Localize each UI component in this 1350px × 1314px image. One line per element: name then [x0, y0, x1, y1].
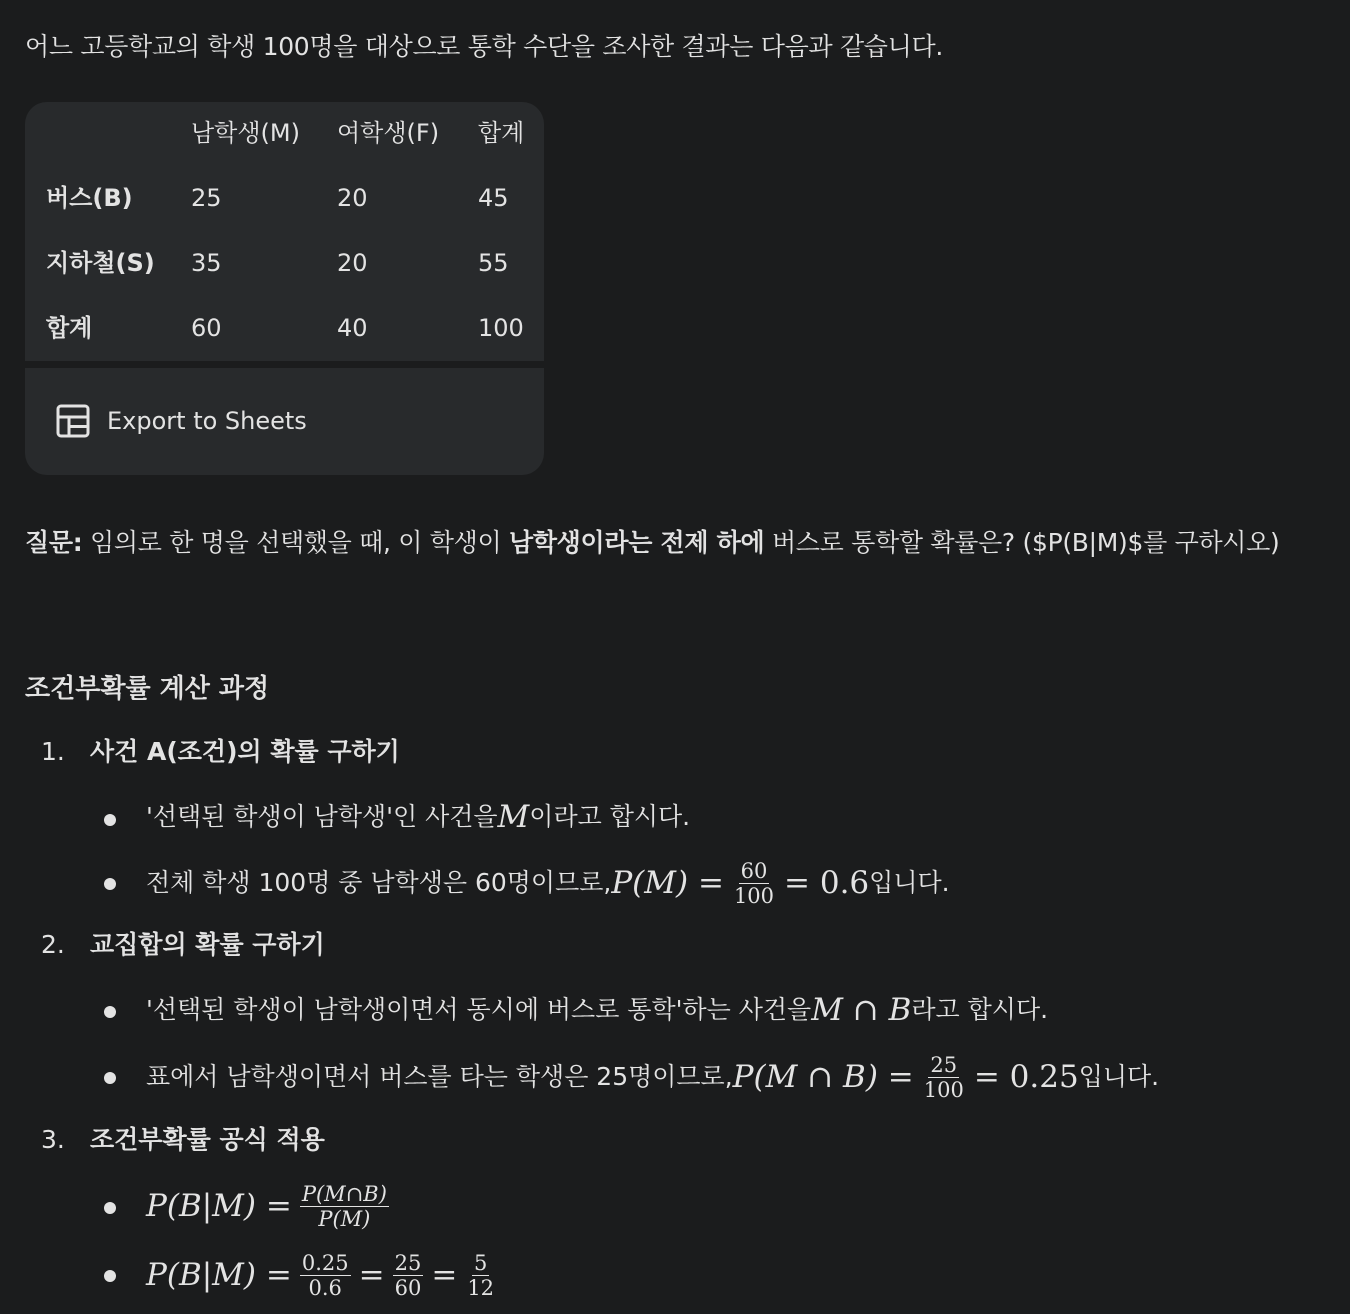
bullet-text: 이라고 합시다.	[529, 802, 691, 831]
step-title: 사건 A(조건)의 확률 구하기	[90, 737, 400, 766]
equals-sign: =	[431, 1257, 458, 1293]
fraction: $\frac{0.25}{0.6}$	[301, 1250, 349, 1300]
math-expression: P(B|M) =	[146, 1188, 292, 1224]
formula-row	[146, 1250, 504, 1300]
list-item	[146, 797, 690, 837]
math-expression: = 0.25	[973, 1059, 1079, 1095]
bullet-text: 입니다.	[1078, 1062, 1160, 1091]
header-total: 합계	[478, 119, 525, 147]
question-text	[25, 518, 1325, 568]
step-title: 조건부확률 공식 적용	[90, 1125, 325, 1154]
bullet	[104, 1006, 116, 1018]
fraction: $\frac{P(M\cap B)}{P(M)}$	[301, 1181, 387, 1231]
question-bold: 남학생이라는 전제 하에	[508, 528, 765, 557]
bullet-text: 전체 학생 100명 중 남학생은 60명이므로,	[146, 868, 612, 897]
math-expression: M ∩ B	[811, 992, 912, 1028]
table-cell: 25	[191, 184, 222, 212]
question-part1: 임의로 한 명을 선택했을 때, 이 학생이	[82, 528, 509, 557]
row-head-subway: 지하철(S)	[46, 249, 155, 277]
bullet-text: 표에서 남학생이면서 버스를 타는 학생은 25명이므로,	[146, 1062, 733, 1091]
bullet	[104, 814, 116, 826]
export-to-sheets-button[interactable]	[55, 401, 307, 441]
math-expression: P(M ∩ B) =	[732, 1059, 914, 1095]
table-cell: 40	[337, 314, 368, 342]
fraction: $\frac{25}{100}$	[923, 1052, 964, 1102]
header-female: 여학생(F)	[337, 119, 440, 147]
fraction: $\frac{60}{100}$	[733, 858, 775, 908]
table-cell: 20	[337, 184, 368, 212]
fraction: $\frac{25}{60}$	[394, 1250, 422, 1300]
table-grid-icon	[55, 403, 91, 439]
step-title: 교집합의 확률 구하기	[90, 930, 325, 959]
list-item	[146, 860, 950, 906]
data-table	[25, 102, 544, 361]
table-cell: 60	[191, 314, 222, 342]
export-label: Export to Sheets	[107, 407, 307, 435]
math-expression: P(M) =	[611, 865, 724, 901]
math-expression: M	[497, 799, 530, 835]
step-number: 2.	[41, 930, 65, 959]
list-item	[146, 1054, 1159, 1100]
math-expression: = 0.6	[784, 865, 870, 901]
equals-sign: =	[358, 1257, 385, 1293]
question-label: 질문:	[25, 528, 83, 557]
intro-text: 어느 고등학교의 학생 100명을 대상으로 통학 수단을 조사한 결과는 다음과 같습니다.	[25, 32, 943, 61]
export-bar	[25, 368, 544, 475]
row-head-total: 합계	[46, 314, 93, 342]
formula-row	[146, 1180, 397, 1232]
table-cell: 100	[478, 314, 524, 342]
math-expression: P(B|M) =	[146, 1257, 292, 1293]
question-part2: 버스로 통학할 확률은? ($P(B|M)$를 구하시오)	[764, 528, 1280, 557]
bullet-text: '선택된 학생이 남학생이면서 동시에 버스로 통학'하는 사건을	[146, 995, 812, 1024]
bullet-text: '선택된 학생이 남학생'인 사건을	[146, 802, 498, 831]
step-number: 1.	[41, 737, 65, 766]
table-cell: 55	[478, 249, 509, 277]
header-male: 남학생(M)	[191, 119, 300, 147]
bullet-text: 라고 합시다.	[911, 995, 1049, 1024]
bullet	[104, 878, 116, 890]
bullet	[104, 1072, 116, 1084]
bullet	[104, 1202, 116, 1214]
table-cell: 45	[478, 184, 509, 212]
table-cell: 20	[337, 249, 368, 277]
table-cell: 35	[191, 249, 222, 277]
bullet-text: 입니다.	[869, 868, 950, 897]
row-head-bus: 버스(B)	[46, 184, 133, 212]
list-item	[146, 990, 1048, 1030]
fraction: $\frac{5}{12}$	[467, 1250, 495, 1300]
section-title: 조건부확률 계산 과정	[25, 674, 270, 704]
step-number: 3.	[41, 1125, 65, 1154]
bullet	[104, 1270, 116, 1282]
